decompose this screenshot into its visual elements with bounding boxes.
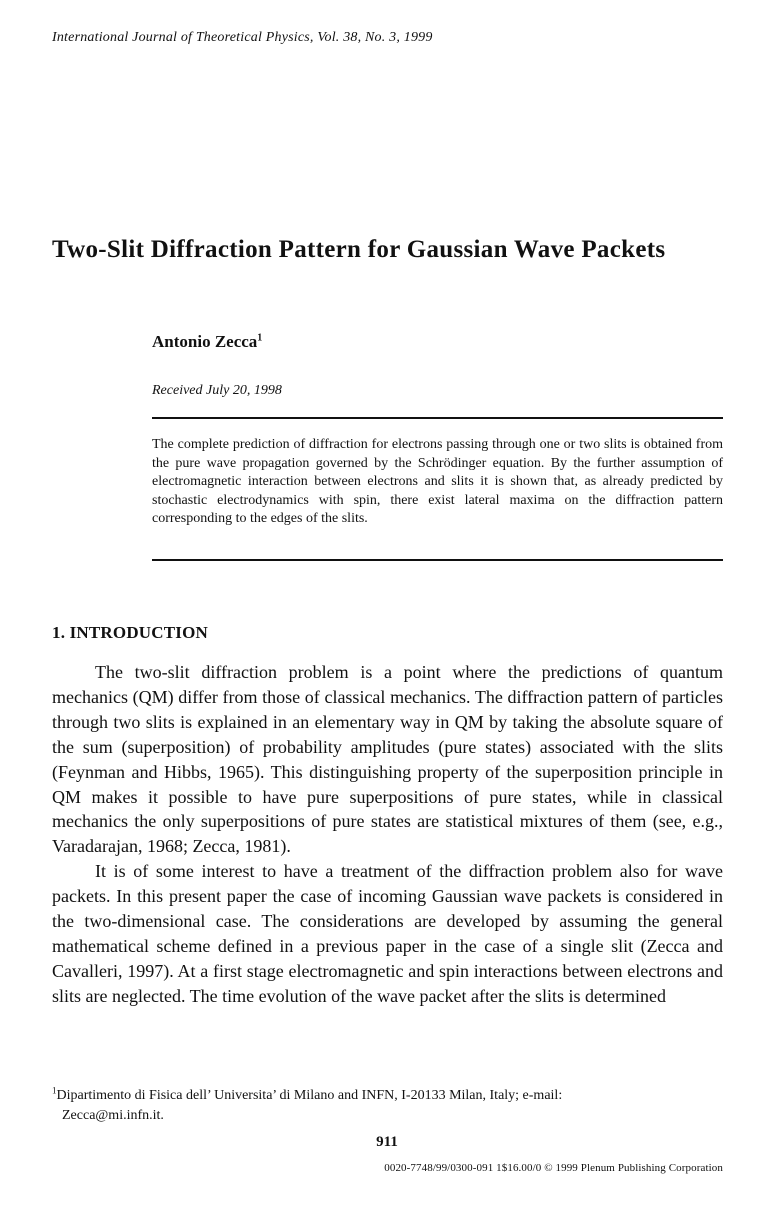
page-number: 911 — [376, 1134, 398, 1150]
author-footnote-mark: 1 — [257, 332, 263, 344]
footnote-text: Dipartimento di Fisica dell’ Universita’ di Milano and INFN, I-20133 Milan, Italy; e-mail: — [56, 1088, 563, 1103]
footnote-email: Zecca@mi.infn.it. — [62, 1108, 164, 1123]
author-name: Antonio Zecca — [152, 332, 258, 351]
received-date: Received July 20, 1998 — [152, 383, 282, 398]
footnote — [52, 1086, 723, 1126]
footnote-line — [52, 1086, 723, 1106]
abstract: The complete prediction of diffraction for electrons passing through one or two slits is obtained from the pure wave propagation governed by the Schrödinger equation. By the further assumption of electromagnetic interaction between electrons and slits it is shown that, as already predicted by stochastic electrodynamics with spin, there exist lateral maxima on the diffraction pattern corresponding to the edges of the slits. — [152, 437, 723, 527]
journal-citation: International Journal of Theoretical Physics, Vol. 38, No. 3, 1999 — [52, 30, 433, 45]
author-line — [152, 332, 262, 352]
paragraph: It is of some interest to have a treatment of the diffraction problem also for wave packets. In this present paper the case of incoming Gaussian wave packets is considered in the two-dimensional case. The considerations are developed by assuming the general mathematical scheme defined in a previous paper in the case of a single slit (Zecca and Cavalleri, 1997). At a first stage electromagnetic and spin interactions between electrons and slits are neglected. The time evolution of the wave packet after the slits is determined — [52, 861, 723, 1006]
article-title: Two-Slit Diffraction Pattern for Gaussian Wave Packets — [52, 236, 666, 263]
footnote-mark: 1 — [52, 1085, 57, 1096]
abstract-top-rule — [152, 417, 723, 419]
section-heading: 1. INTRODUCTION — [52, 623, 209, 642]
abstract-bottom-rule — [152, 559, 723, 561]
section-body — [52, 660, 723, 1009]
paragraph: The two-slit diffraction problem is a point where the predictions of quantum mechanics (QM) differ from those of classical mechanics. The diffraction pattern of particles through two slits is explained in an elementary way in QM by taking the absolute square of the sum (superposition) of probability amplitudes (pure states) associated with the slits (Feynman and Hibbs, 1965). This distinguishing property of the superposition principle in QM makes it possible to have pure superpositions of pure states, while in classical mechanics the only superpositions of pure states are statistical mixtures of them (see, e.g., Varadarajan, 1968; Zecca, 1981). — [52, 662, 723, 857]
copyright-line: 0020-7748/99/0300-091 1$16.00/0 © 1999 Plenum Publishing Corporation — [384, 1162, 723, 1174]
